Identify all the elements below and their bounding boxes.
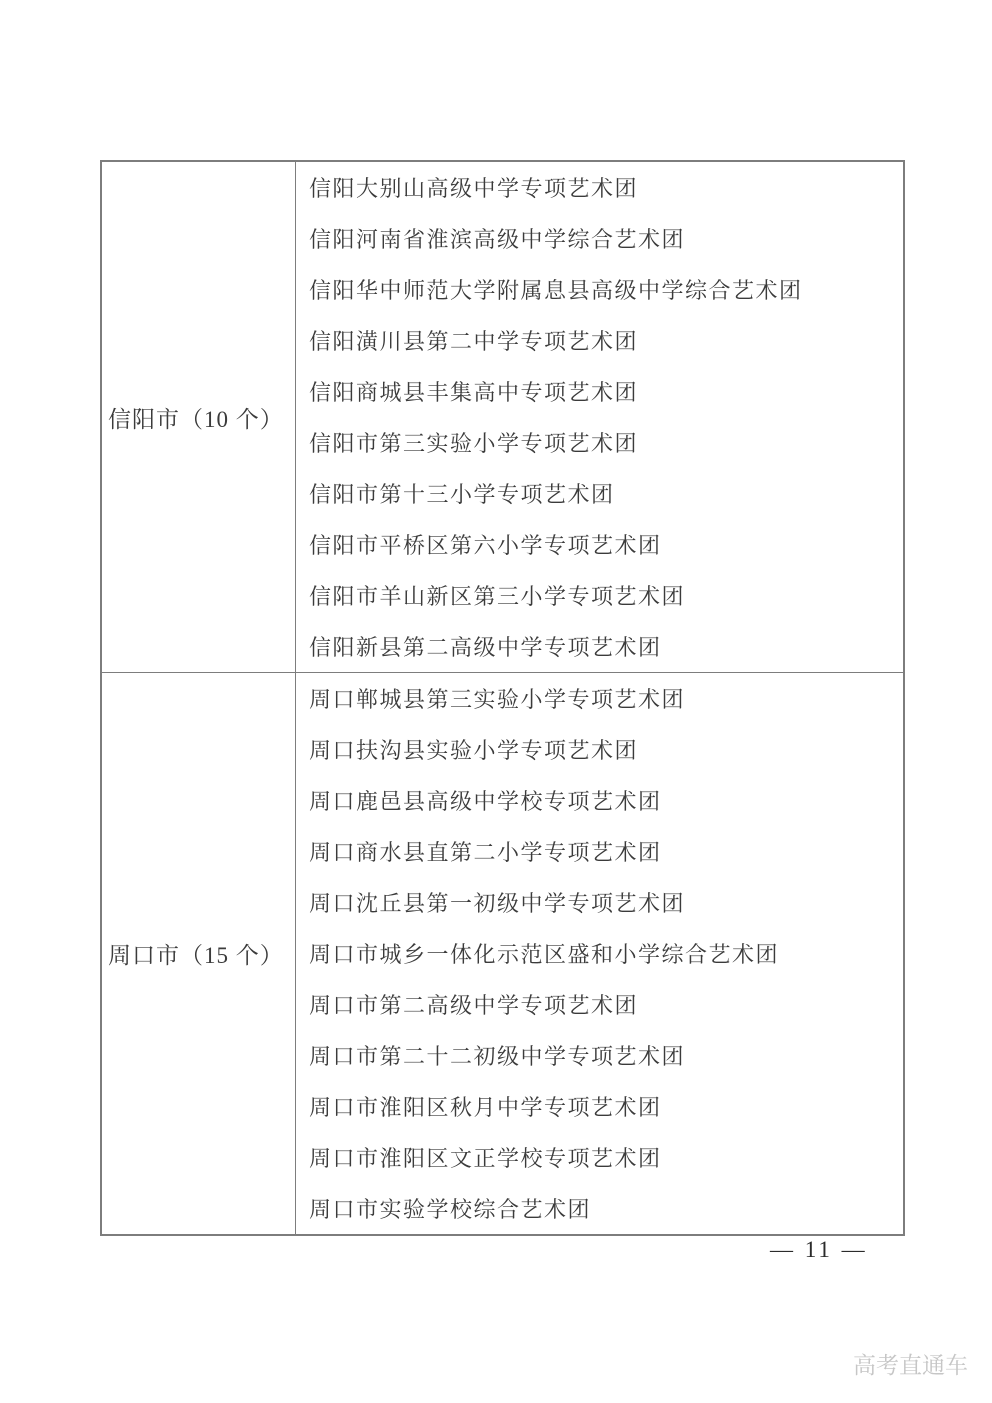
city-label: 信阳市（10 个） xyxy=(108,406,284,432)
school-item: 周口市淮阳区秋月中学专项艺术团 xyxy=(309,1095,662,1120)
school-item: 信阳市羊山新区第三小学专项艺术团 xyxy=(309,584,686,609)
school-item: 信阳河南省淮滨高级中学综合艺术团 xyxy=(309,227,686,252)
school-item: 信阳市平桥区第六小学专项艺术团 xyxy=(309,533,662,558)
school-item: 信阳市第十三小学专项艺术团 xyxy=(309,482,615,507)
city-table xyxy=(100,160,905,1236)
school-item: 信阳商城县丰集高中专项艺术团 xyxy=(309,380,639,405)
city-cell xyxy=(102,162,296,672)
city-cell xyxy=(102,673,296,1234)
school-item: 周口市实验学校综合艺术团 xyxy=(309,1197,592,1222)
school-item: 信阳华中师范大学附属息县高级中学综合艺术团 xyxy=(309,278,803,303)
school-item: 周口市城乡一体化示范区盛和小学综合艺术团 xyxy=(309,942,780,967)
table-row xyxy=(102,162,903,672)
school-item: 信阳新县第二高级中学专项艺术团 xyxy=(309,635,662,660)
school-item: 周口市第二十二初级中学专项艺术团 xyxy=(309,1044,686,1069)
watermark-logo: 高考直通车 xyxy=(853,1352,968,1378)
school-item: 信阳潢川县第二中学专项艺术团 xyxy=(309,329,639,354)
school-item: 周口商水县直第二小学专项艺术团 xyxy=(309,840,662,865)
school-item: 周口市淮阳区文正学校专项艺术团 xyxy=(309,1146,662,1171)
school-item: 周口扶沟县实验小学专项艺术团 xyxy=(309,738,639,763)
school-item: 周口郸城县第三实验小学专项艺术团 xyxy=(309,687,686,712)
table-row xyxy=(102,672,903,1234)
page-number: — 11 — xyxy=(770,1237,868,1262)
schools-cell xyxy=(296,673,903,1234)
school-item: 信阳大别山高级中学专项艺术团 xyxy=(309,176,639,201)
city-label: 周口市（15 个） xyxy=(108,943,284,968)
school-item: 周口市第二高级中学专项艺术团 xyxy=(309,993,639,1018)
school-item: 周口鹿邑县高级中学校专项艺术团 xyxy=(309,789,662,814)
schools-cell xyxy=(296,162,903,672)
school-item: 信阳市第三实验小学专项艺术团 xyxy=(309,431,639,456)
school-item: 周口沈丘县第一初级中学专项艺术团 xyxy=(309,891,686,916)
